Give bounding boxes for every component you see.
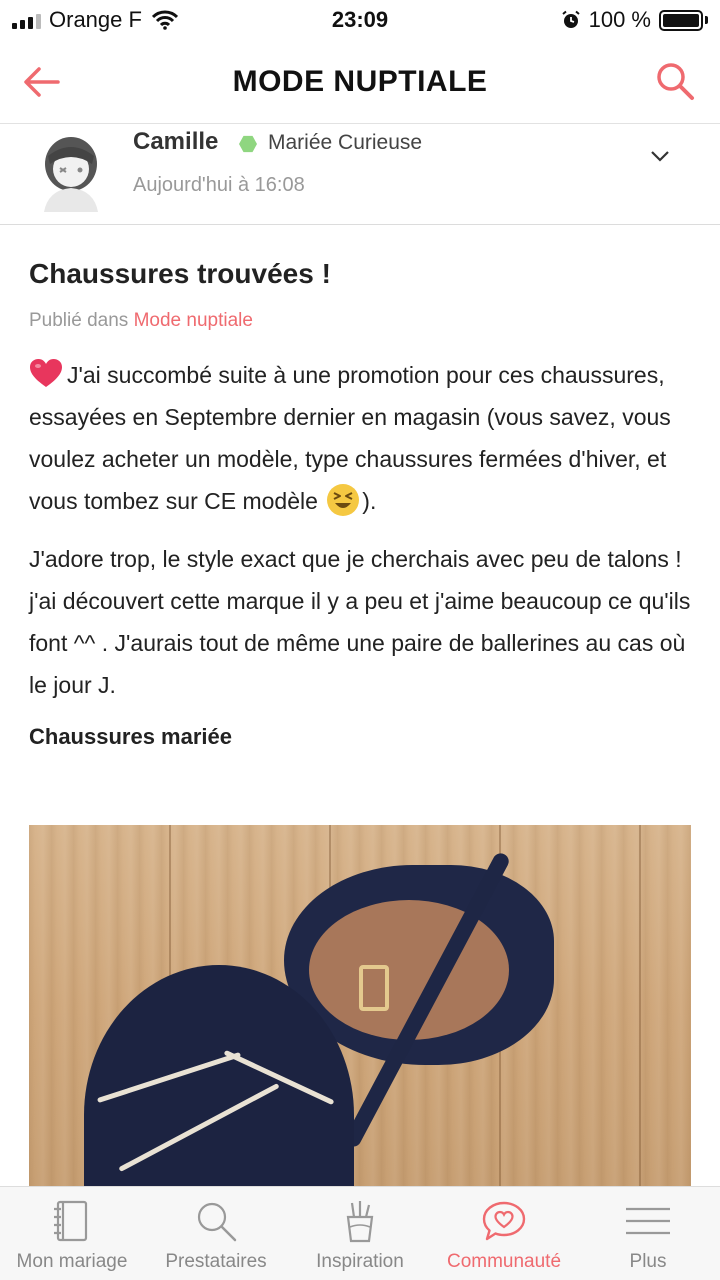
author-name[interactable]: Camille [133,128,219,155]
published-prefix: Publié dans [29,310,129,331]
post-timestamp: Aujourd'hui à 16:08 [133,174,305,196]
paragraph-1-end: ). [362,488,377,514]
heart-chat-icon [480,1197,528,1245]
chevron-down-icon[interactable] [648,144,672,168]
page-title: MODE NUPTIALE [232,65,488,98]
status-bar [0,0,720,40]
heart-emoji-icon [29,358,63,388]
pencil-cup-icon [336,1197,384,1245]
search-icon[interactable] [652,58,698,104]
author-rank: Mariée Curieuse [268,131,423,154]
search-icon [192,1197,240,1245]
bottom-tab-bar [0,1186,720,1280]
tab-communaute[interactable] [432,1187,576,1280]
paragraph-1-text: J'ai succombé suite à une promotion pour ces chaussures, essayées en Septembre dernier en magasin (vous savez, vous voulez acheter un modèle, type chaussures fermées d'hiver, et vous tombez sur CE modèle [29,362,671,514]
tab-inspiration[interactable] [288,1187,432,1280]
battery-icon [659,10,708,31]
top-header [0,40,720,124]
avatar[interactable] [38,134,104,212]
tab-label: Communauté [446,1251,562,1272]
clock: 23:09 [331,7,389,32]
online-status-icon [239,135,257,153]
notebook-icon [48,1197,96,1245]
shoe-buckle-shape [359,965,389,1011]
carrier-name: Orange F [49,7,142,32]
tab-mon-mariage[interactable] [0,1187,144,1280]
alarm-icon [561,10,581,30]
post-author-row [0,124,720,225]
tab-prestataires[interactable] [144,1187,288,1280]
tab-plus[interactable] [576,1187,720,1280]
menu-icon [624,1197,672,1245]
tab-label: Mon mariage [16,1251,128,1272]
post-content [29,226,695,750]
post-paragraph-2: J'adore trop, le style exact que je cherchais avec peu de talons ! j'ai découvert cette marque il y a peu et j'aime beaucoup ce qu'ils font ^^ . J'aurais tout de même une paire de ballerines au cas où le jour J. [29,546,691,698]
post-title: Chaussures trouvées ! [29,258,331,289]
laughing-emoji-icon [326,483,360,517]
image-caption: Chaussures mariée [29,724,232,749]
tab-label: Plus [629,1251,667,1272]
battery-percent: 100 % [588,7,651,32]
category-link[interactable]: Mode nuptiale [133,310,253,331]
post-image[interactable] [29,825,691,1187]
post-paragraph-1 [29,354,695,522]
published-in [29,310,695,332]
tab-label: Inspiration [316,1251,404,1272]
tab-label: Prestataires [165,1251,267,1272]
